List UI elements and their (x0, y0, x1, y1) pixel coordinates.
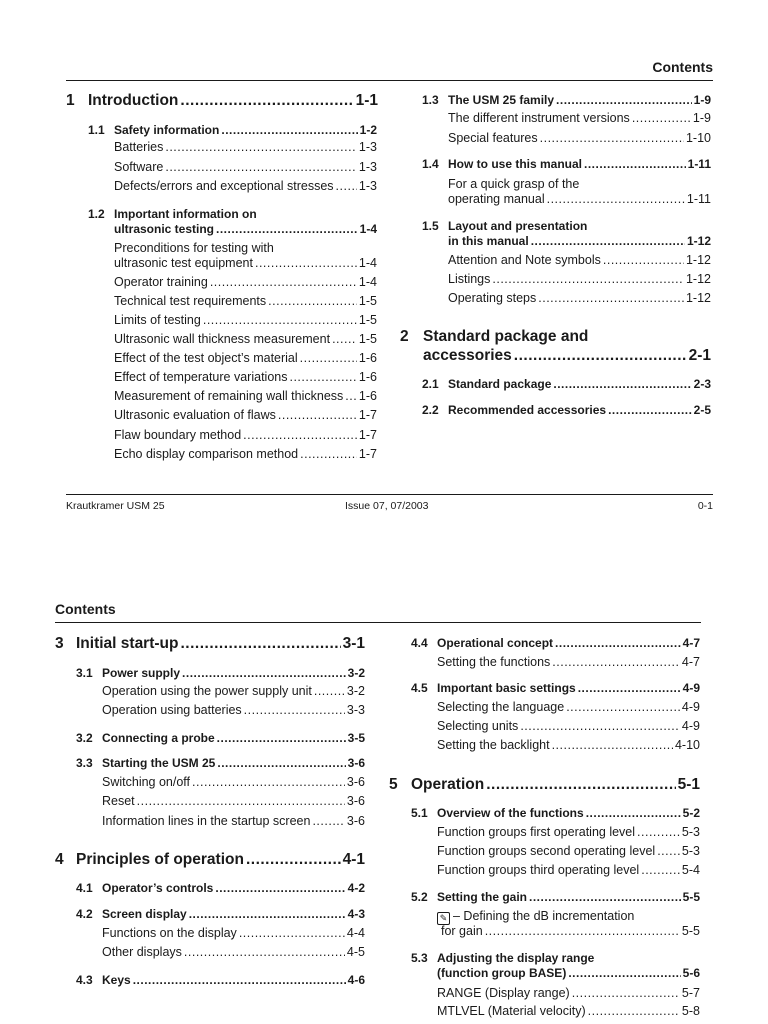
section-number: 5.1 (411, 806, 428, 820)
section-number: 5.2 (411, 890, 428, 904)
toc-item-title-line: Preconditions for testing with (114, 241, 274, 255)
toc-item[interactable]: Function groups third operating level ..... 5-4 (437, 863, 700, 877)
footer-issue: Issue 07, 07/2003 (345, 500, 429, 512)
toc-section-display-range[interactable]: (function group BASE) ..... 5-6 (437, 966, 700, 980)
toc-item[interactable]: Other displays ..... 4-5 (102, 945, 365, 959)
toc-item[interactable]: RANGE (Display range) ..... 5-7 (437, 986, 700, 1000)
toc-item[interactable]: Listings ..... 1-12 (448, 272, 711, 286)
toc-section-safety-information[interactable]: Safety information ..... 1-2 (114, 123, 377, 137)
toc-chapter-initial-startup[interactable]: Initial start-up ..... 3-1 (76, 635, 365, 653)
toc-section-important-information[interactable]: ultrasonic testing ..... 1-4 (114, 222, 377, 236)
toc-section-screen-display[interactable]: Screen display ..... 4-3 (102, 907, 365, 921)
section-number: 4.3 (76, 973, 93, 987)
footer-page-number: 0-1 (697, 500, 713, 512)
toc-item[interactable]: Operator training ..... 1-4 (114, 275, 377, 289)
toc-item[interactable]: Selecting the language ..... 4-9 (437, 700, 700, 714)
toc-item[interactable]: Effect of the test object’s material ..... 1-6 (114, 351, 377, 365)
section-number: 4.5 (411, 681, 428, 695)
page2-header: Contents (55, 601, 116, 617)
toc-item[interactable]: Function groups first operating level ..... 5-3 (437, 825, 700, 839)
toc-item[interactable]: operating manual ..... 1-11 (448, 192, 711, 206)
chapter-number: 1 (66, 92, 75, 109)
chapter-number: 2 (400, 328, 409, 345)
toc-item[interactable]: Technical test requirements ..... 1-5 (114, 294, 377, 308)
section-number: 3.3 (76, 756, 93, 770)
section-number: 2.2 (422, 403, 439, 417)
toc-item[interactable]: Effect of temperature variations ..... 1-6 (114, 370, 377, 384)
toc-item[interactable]: Setting the functions ..... 4-7 (437, 655, 700, 669)
section-number: 2.1 (422, 377, 439, 391)
section-number: 3.2 (76, 731, 93, 745)
page1-header: Contents (652, 59, 713, 75)
toc-section-operational-concept[interactable]: Operational concept ..... 4-7 (437, 636, 700, 650)
toc-section-usm25-family[interactable]: The USM 25 family ..... 1-9 (448, 93, 711, 107)
page1-footer-rule (66, 494, 713, 495)
section-title-line: Important information on (114, 207, 257, 221)
chapter-number: 5 (389, 776, 398, 793)
chapter-number: 3 (55, 635, 64, 652)
section-number: 5.3 (411, 951, 428, 965)
toc-item[interactable]: Function groups second operating level ..... 5-3 (437, 844, 700, 858)
toc-item[interactable]: Switching on/off ..... 3-6 (102, 775, 365, 789)
section-number: 1.4 (422, 157, 439, 171)
chapter-title-line: Standard package and (423, 328, 589, 345)
toc-item[interactable]: MTLVEL (Material velocity) ..... 5-8 (437, 1004, 700, 1018)
toc-item-title-line: ✎ – Defining the dB incrementation (437, 909, 634, 925)
chapter-number: 4 (55, 851, 64, 868)
toc-section-power-supply[interactable]: Power supply ..... 3-2 (102, 666, 365, 680)
toc-item-title-line: For a quick grasp of the (448, 177, 580, 191)
toc-item[interactable]: Echo display comparison method ..... 1-7 (114, 447, 377, 461)
toc-item[interactable]: Ultrasonic evaluation of flaws ..... 1-7 (114, 408, 377, 422)
toc-chapter-principles[interactable]: Principles of operation ..... 4-1 (76, 851, 365, 869)
edit-key-icon: ✎ (437, 912, 450, 925)
toc-item[interactable]: Special features ..... 1-10 (448, 131, 711, 145)
toc-item[interactable]: Operating steps ..... 1-12 (448, 291, 711, 305)
section-number: 1.5 (422, 219, 439, 233)
toc-item[interactable]: Setting the backlight ..... 4-10 (437, 738, 700, 752)
toc-section-standard-package[interactable]: Standard package ..... 2-3 (448, 377, 711, 391)
toc-section-basic-settings[interactable]: Important basic settings ..... 4-9 (437, 681, 700, 695)
toc-section-keys[interactable]: Keys ..... 4-6 (102, 973, 365, 987)
toc-section-recommended-accessories[interactable]: Recommended accessories ..... 2-5 (448, 403, 711, 417)
page2-header-rule (55, 622, 701, 623)
toc-chapter-standard-package[interactable]: accessories ..... 2-1 (423, 347, 711, 365)
section-number: 3.1 (76, 666, 93, 680)
section-number: 1.3 (422, 93, 439, 107)
toc-item[interactable]: for gain ..... 5-5 (441, 924, 700, 938)
toc-item[interactable]: Limits of testing ..... 1-5 (114, 313, 377, 327)
toc-item[interactable]: Attention and Note symbols ..... 1-12 (448, 253, 711, 267)
toc-section-overview-functions[interactable]: Overview of the functions ..... 5-2 (437, 806, 700, 820)
section-title-line: Adjusting the display range (437, 951, 595, 965)
toc-section-starting-usm25[interactable]: Starting the USM 25 ..... 3-6 (102, 756, 365, 770)
toc-item[interactable]: Batteries ..... 1-3 (114, 140, 377, 154)
toc-section-operators-controls[interactable]: Operator’s controls ..... 4-2 (102, 881, 365, 895)
page1-header-rule (66, 80, 713, 81)
section-title-line: Layout and presentation (448, 219, 588, 233)
section-number: 4.1 (76, 881, 93, 895)
toc-item[interactable]: Operation using batteries ..... 3-3 (102, 703, 365, 717)
footer-left: Krautkramer USM 25 (66, 500, 165, 512)
toc-section-setting-gain[interactable]: Setting the gain ..... 5-5 (437, 890, 700, 904)
section-number: 1.2 (88, 207, 105, 221)
toc-item[interactable]: ultrasonic test equipment ..... 1-4 (114, 256, 377, 270)
toc-item[interactable]: Flaw boundary method ..... 1-7 (114, 428, 377, 442)
toc-item[interactable]: Selecting units ..... 4-9 (437, 719, 700, 733)
toc-item[interactable]: Reset ..... 3-6 (102, 794, 365, 808)
toc-chapter-introduction[interactable]: Introduction ..... 1-1 (88, 92, 378, 110)
section-number: 4.4 (411, 636, 428, 650)
toc-section-how-to-use[interactable]: How to use this manual ..... 1-11 (448, 157, 711, 171)
toc-item[interactable]: Measurement of remaining wall thickness ..... 1-6 (114, 389, 377, 403)
section-number: 1.1 (88, 123, 105, 137)
toc-item[interactable]: Operation using the power supply unit ..... 3-2 (102, 684, 365, 698)
toc-item[interactable]: Defects/errors and exceptional stresses ..... 1-3 (114, 179, 377, 193)
toc-item[interactable]: Ultrasonic wall thickness measurement ..... 1-5 (114, 332, 377, 346)
toc-item[interactable]: Information lines in the startup screen ..... 3-6 (102, 814, 365, 828)
section-number: 4.2 (76, 907, 93, 921)
toc-section-layout[interactable]: in this manual ..... 1-12 (448, 234, 711, 248)
toc-chapter-operation[interactable]: Operation ..... 5-1 (411, 776, 700, 794)
toc-item[interactable]: Software ..... 1-3 (114, 160, 377, 174)
toc-item[interactable]: Functions on the display ..... 4-4 (102, 926, 365, 940)
toc-section-connecting-probe[interactable]: Connecting a probe ..... 3-5 (102, 731, 365, 745)
toc-item[interactable]: The different instrument versions ..... 1-9 (448, 111, 711, 125)
